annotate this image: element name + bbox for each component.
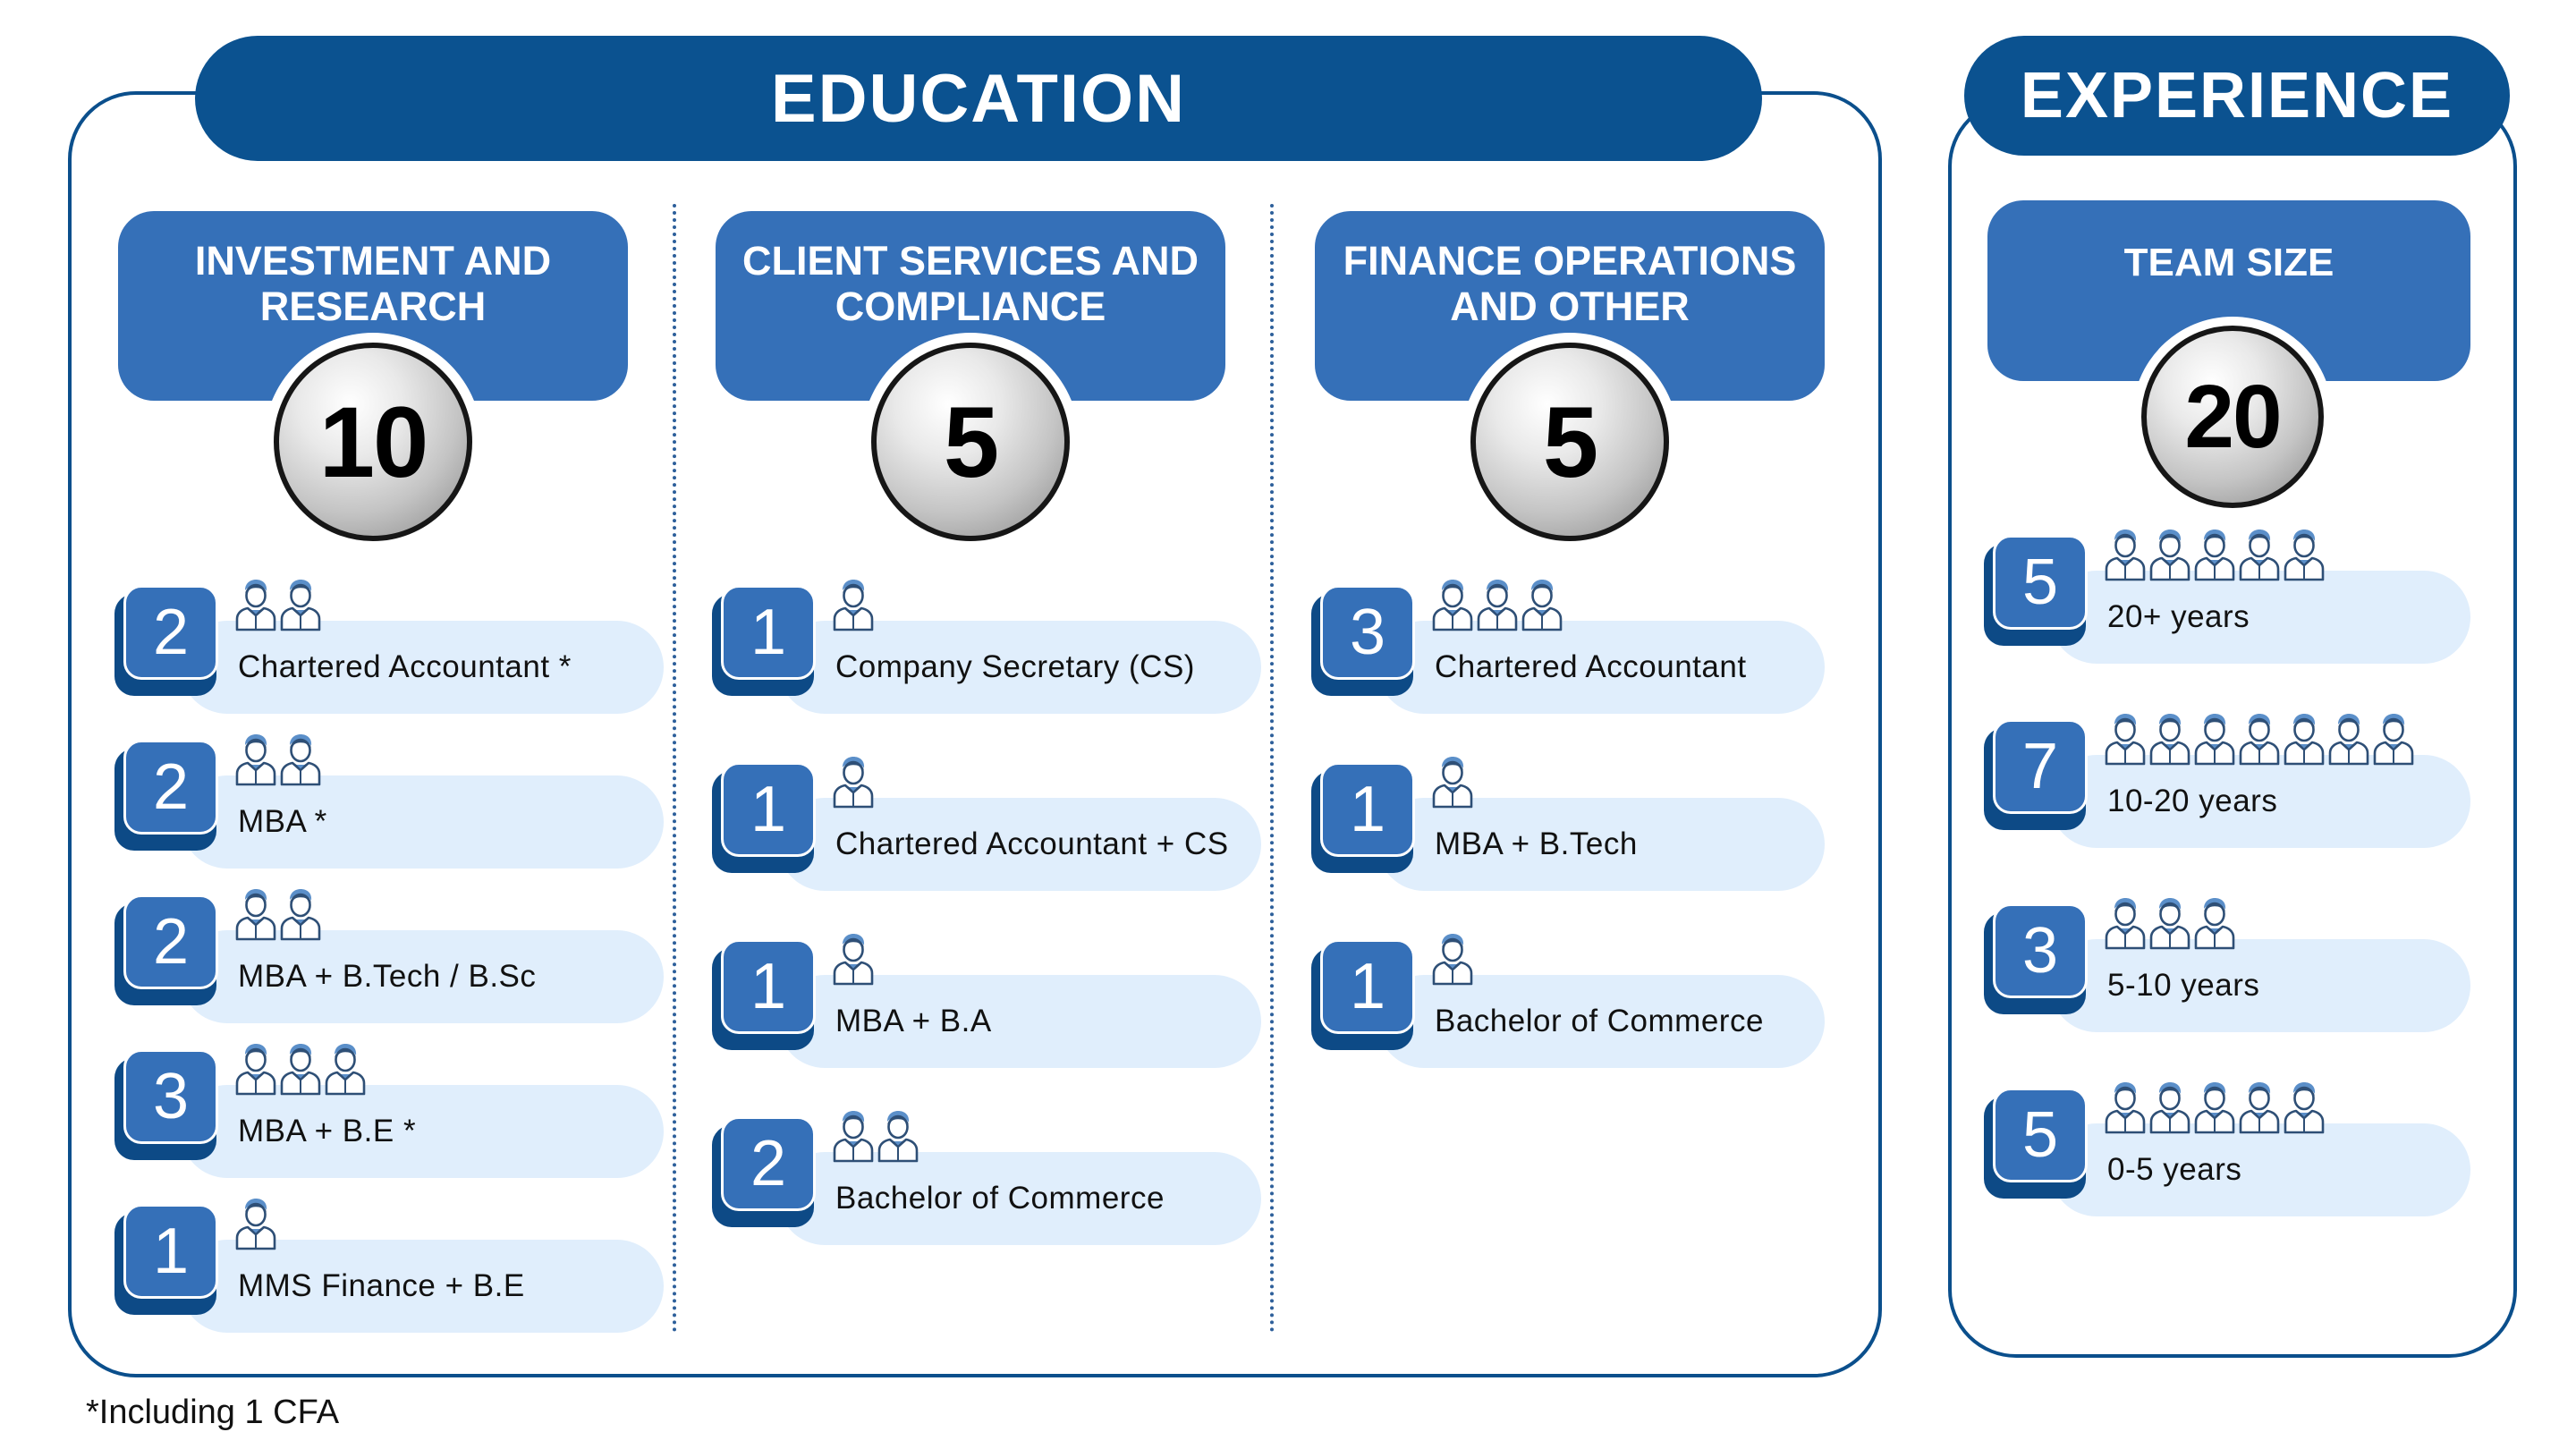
- count-badge: 1: [1320, 939, 1415, 1034]
- people-icons: [832, 757, 875, 809]
- row-label: Bachelor of Commerce: [1435, 1004, 1764, 1038]
- people-icons: [2104, 714, 2415, 766]
- team-size-circle: [2141, 326, 2324, 508]
- education-row: [716, 1116, 1270, 1250]
- footnote: *Including 1 CFA: [86, 1394, 340, 1431]
- person-icon: [279, 580, 322, 631]
- person-icon: [2104, 714, 2147, 766]
- experience-row: [1987, 719, 2479, 853]
- people-icons: [2104, 530, 2326, 581]
- count-badge: 2: [123, 894, 218, 989]
- count-badge: 3: [1320, 585, 1415, 680]
- row-label: 0-5 years: [2107, 1152, 2242, 1187]
- people-icons: [2104, 1082, 2326, 1134]
- row-label: MBA + B.Tech: [1435, 826, 1638, 861]
- people-icons: [1431, 757, 1474, 809]
- education-banner: [195, 36, 1762, 161]
- column-header-line2: AND OTHER: [1450, 284, 1690, 329]
- count-badge: 1: [721, 939, 816, 1034]
- column-header-line1: INVESTMENT AND: [194, 238, 552, 284]
- person-icon: [279, 1044, 322, 1096]
- row-label: MBA *: [238, 804, 327, 839]
- people-icons: [234, 1044, 367, 1096]
- people-icons: [234, 734, 322, 786]
- person-icon: [2238, 714, 2281, 766]
- row-label: MBA + B.A: [835, 1004, 992, 1038]
- person-icon: [2372, 714, 2415, 766]
- education-row: [1315, 939, 1834, 1073]
- count-badge: 1: [123, 1204, 218, 1299]
- row-label: 20+ years: [2107, 599, 2250, 634]
- row-label: Bachelor of Commerce: [835, 1181, 1165, 1216]
- total-count: 10: [318, 386, 428, 498]
- person-icon: [2148, 530, 2191, 581]
- person-icon: [877, 1111, 919, 1163]
- person-icon: [1476, 580, 1519, 631]
- person-icon: [234, 734, 277, 786]
- person-icon: [2193, 1082, 2236, 1134]
- person-icon: [2148, 1082, 2191, 1134]
- person-icon: [1431, 580, 1474, 631]
- education-row: [716, 585, 1270, 719]
- person-icon: [279, 889, 322, 941]
- count-badge: 5: [1993, 535, 2088, 630]
- education-row: [1315, 762, 1834, 896]
- column-header-line2: RESEARCH: [259, 284, 487, 329]
- column-header-line2: COMPLIANCE: [835, 284, 1106, 329]
- total-count: 5: [943, 386, 998, 498]
- person-icon: [1521, 580, 1563, 631]
- education-row: [118, 1049, 673, 1183]
- count-badge: 1: [721, 585, 816, 680]
- person-icon: [1431, 934, 1474, 986]
- person-icon: [2148, 714, 2191, 766]
- education-row: [1315, 585, 1834, 719]
- total-count: 5: [1542, 386, 1597, 498]
- people-icons: [234, 1199, 277, 1250]
- person-icon: [234, 1199, 277, 1250]
- person-icon: [2283, 530, 2326, 581]
- count-badge: 1: [721, 762, 816, 857]
- row-label: MBA + B.Tech / B.Sc: [238, 959, 537, 994]
- person-icon: [234, 580, 277, 631]
- count-badge: 7: [1993, 719, 2088, 814]
- person-icon: [324, 1044, 367, 1096]
- column-separator: [1270, 204, 1274, 1333]
- total-circle: [1470, 343, 1669, 541]
- person-icon: [832, 1111, 875, 1163]
- person-icon: [2193, 898, 2236, 950]
- people-icons: [234, 580, 322, 631]
- person-icon: [2238, 530, 2281, 581]
- row-label: 10-20 years: [2107, 784, 2278, 818]
- team-size-count: 20: [2184, 366, 2281, 467]
- row-label: 5-10 years: [2107, 968, 2260, 1003]
- education-row: [716, 939, 1270, 1073]
- people-icons: [832, 1111, 919, 1163]
- experience-row: [1987, 1088, 2479, 1222]
- education-row: [118, 1204, 673, 1338]
- person-icon: [2193, 530, 2236, 581]
- person-icon: [832, 580, 875, 631]
- count-badge: 1: [1320, 762, 1415, 857]
- person-icon: [234, 889, 277, 941]
- total-circle: [274, 343, 472, 541]
- column-header-line1: FINANCE OPERATIONS: [1343, 238, 1797, 284]
- count-badge: 2: [123, 585, 218, 680]
- education-row: [716, 762, 1270, 896]
- person-icon: [2193, 714, 2236, 766]
- count-badge: 2: [123, 740, 218, 835]
- person-icon: [832, 757, 875, 809]
- count-badge: 3: [123, 1049, 218, 1144]
- people-icons: [1431, 580, 1563, 631]
- person-icon: [1431, 757, 1474, 809]
- person-icon: [2238, 1082, 2281, 1134]
- count-badge: 3: [1993, 903, 2088, 998]
- person-icon: [2283, 1082, 2326, 1134]
- experience-row: [1987, 903, 2479, 1038]
- people-icons: [832, 934, 875, 986]
- row-label: Company Secretary (CS): [835, 649, 1195, 684]
- row-label: MBA + B.E *: [238, 1114, 417, 1148]
- experience-banner: [1964, 36, 2510, 156]
- person-icon: [279, 734, 322, 786]
- column-separator: [673, 204, 676, 1333]
- people-icons: [832, 580, 875, 631]
- person-icon: [2104, 898, 2147, 950]
- person-icon: [2104, 1082, 2147, 1134]
- people-icons: [1431, 934, 1474, 986]
- experience-title: EXPERIENCE: [2020, 60, 2454, 131]
- people-icons: [234, 889, 322, 941]
- person-icon: [2327, 714, 2370, 766]
- education-title: EDUCATION: [770, 60, 1187, 137]
- team-size-label: TEAM SIZE: [2123, 241, 2334, 284]
- row-label: Chartered Accountant: [1435, 649, 1747, 684]
- row-label: MMS Finance + B.E: [238, 1268, 525, 1303]
- person-icon: [2104, 530, 2147, 581]
- column-header-line1: CLIENT SERVICES AND: [741, 238, 1199, 284]
- count-badge: 2: [721, 1116, 816, 1211]
- person-icon: [2283, 714, 2326, 766]
- person-icon: [832, 934, 875, 986]
- experience-row: [1987, 535, 2479, 669]
- people-icons: [2104, 898, 2236, 950]
- education-row: [118, 894, 673, 1029]
- education-row: [118, 740, 673, 874]
- row-label: Chartered Accountant *: [238, 649, 572, 684]
- education-row: [118, 585, 673, 719]
- person-icon: [234, 1044, 277, 1096]
- person-icon: [2148, 898, 2191, 950]
- count-badge: 5: [1993, 1088, 2088, 1182]
- total-circle: [871, 343, 1070, 541]
- row-label: Chartered Accountant + CS: [835, 826, 1229, 861]
